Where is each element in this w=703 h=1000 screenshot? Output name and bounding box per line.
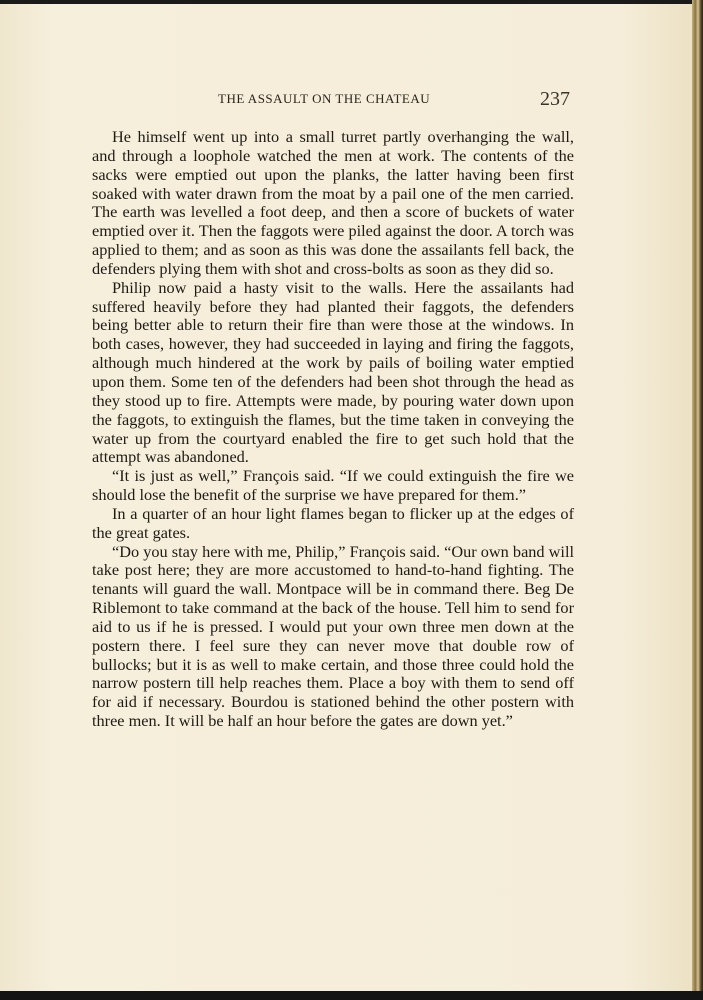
book-page xyxy=(0,4,692,992)
paragraph: He himself went up into a small turret partly overhanging the wall, and through a loophole watched the men at work. The contents of the sacks were emptied out upon the planks, the latter having been first soaked with water drawn from the moat by a pail one of the men carried. The earth was levelled a foot deep, and then a score of buckets of water emptied over it. Then the faggots were piled against the door. A torch was applied to them; and as soon as this was done the assailants fell back, the defenders plying them with shot and cross-bolts as soon as they did so. xyxy=(92,127,574,278)
chapter-title: THE ASSAULT ON THE CHATEAU xyxy=(218,91,431,106)
body-text xyxy=(92,128,574,731)
scan-bottom-edge xyxy=(0,991,703,1000)
paragraph: Philip now paid a hasty visit to the walls. Here the assailants had suffered heavily before they had planted their faggots, the defenders being better able to return their fire than were those at the windows. In both cases, however, they had succeeded in laying and firing the faggots, although much hindered at the work by pails of boiling water emptied upon them. Some ten of the defenders had been shot through the head as they stood up to fire. Attempts were made, by pouring water down upon the faggots, to extinguish the flames, but the time taken in conveying the water up from the courtyard enabled the fire to get such hold that the attempt was abandoned. xyxy=(92,277,574,467)
paragraph: In a quarter of an hour light flames began to flicker up at the edges of the great gates. xyxy=(92,503,574,542)
paragraph: “Do you stay here with me, Philip,” François said. “Our own band will take post here; they are more accustomed to hand-to-hand fighting. The tenants will guard the wall. Montpace will be in command there. Beg De Riblemont to take command at the back of the house. Tell him to send for aid to us if he is pressed. I would put your own three men down at the postern there. I feel sure they can never move that double row of bullocks; but it is as well to make certain, and those three could hold the narrow postern till help reaches them. Place a boy with them to send off for aid if necessary. Bourdou is stationed behind the other postern with three men. It will be half an hour before the gates are down yet.” xyxy=(92,541,574,731)
running-header xyxy=(0,88,692,111)
page-number: 237 xyxy=(540,88,570,110)
paragraph: “It is just as well,” François said. “If we could extinguish the fire we should lose the benefit of the surprise we have prepared for them.” xyxy=(92,466,574,505)
book-fore-edge xyxy=(692,0,703,1000)
